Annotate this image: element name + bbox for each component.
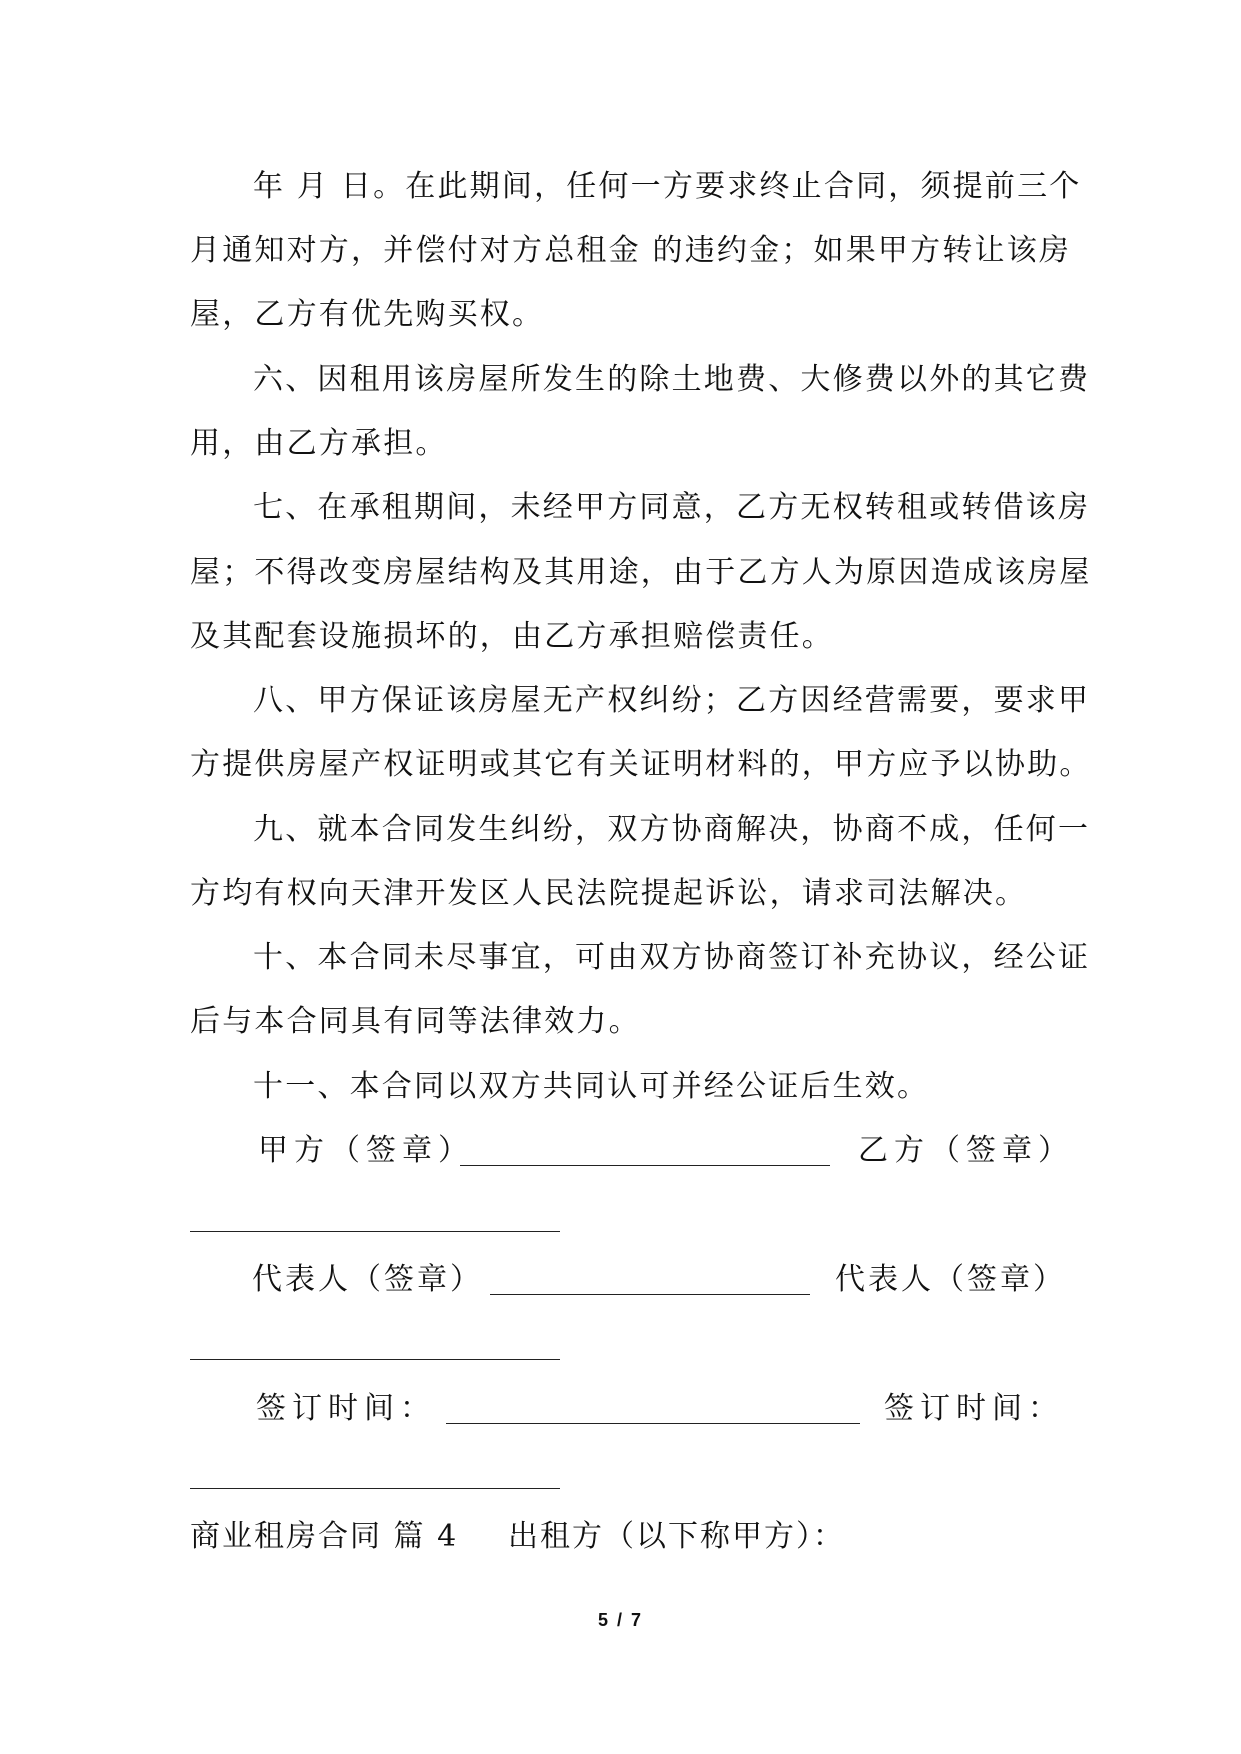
clause-5-line-2: 月通知对方，并偿付对方总租金 的违约金；如果甲方转让该房: [190, 233, 1072, 268]
rep-b-signature-line: [190, 1359, 560, 1360]
clause-7-line-3: 及其配套设施损坏的，由乙方承担赔偿责任。: [190, 619, 834, 654]
rep-a-signature-label: 代表人（签章）: [252, 1262, 483, 1297]
rep-b-signature-label: 代表人（签章）: [835, 1262, 1066, 1297]
clause-6-line-1: 六、因租用该房屋所发生的除土地费、大修费以外的其它费: [253, 362, 1091, 397]
clause-10-line-1: 十、本合同未尽事宜，可由双方协商签订补充协议，经公证: [253, 940, 1091, 975]
clause-6-line-2: 用，由乙方承担。: [190, 426, 448, 461]
next-contract-title: 商业租房合同 篇 4: [190, 1519, 459, 1554]
clause-5-line-3: 屋，乙方有优先购买权。: [190, 297, 545, 332]
lessor-label: 出租方（以下称甲方）：: [508, 1519, 845, 1554]
clause-9-line-1: 九、就本合同发生纠纷，双方协商解决，协商不成，任何一: [253, 812, 1091, 847]
date-a-line: [446, 1423, 860, 1424]
party-a-signature-label: 甲方（签章）: [258, 1133, 474, 1168]
clause-7-line-1: 七、在承租期间，未经甲方同意，乙方无权转租或转借该房: [253, 490, 1091, 525]
page-number: 5 / 7: [597, 1610, 644, 1630]
rep-a-signature-line: [490, 1294, 810, 1295]
clause-7-line-2: 屋；不得改变房屋结构及其用途，由于乙方人为原因造成该房屋: [190, 555, 1092, 590]
date-b-line: [190, 1488, 560, 1489]
party-a-signature-line: [460, 1165, 830, 1166]
clause-10-line-2: 后与本合同具有同等法律效力。: [190, 1004, 641, 1039]
clause-5-line-1: 年 月 日。在此期间，任何一方要求终止合同，须提前三个: [253, 169, 1082, 204]
party-b-signature-line: [190, 1231, 560, 1232]
clause-11-line-1: 十一、本合同以双方共同认可并经公证后生效。: [253, 1069, 930, 1104]
party-b-signature-label: 乙方（签章）: [858, 1133, 1074, 1168]
date-a-label: 签订时间：: [256, 1391, 436, 1426]
date-b-label: 签订时间：: [884, 1391, 1064, 1426]
clause-8-line-1: 八、甲方保证该房屋无产权纠纷；乙方因经营需要，要求甲: [253, 683, 1091, 718]
clause-9-line-2: 方均有权向天津开发区人民法院提起诉讼，请求司法解决。: [190, 876, 1028, 911]
clause-8-line-2: 方提供房屋产权证明或其它有关证明材料的，甲方应予以协助。: [190, 747, 1092, 782]
